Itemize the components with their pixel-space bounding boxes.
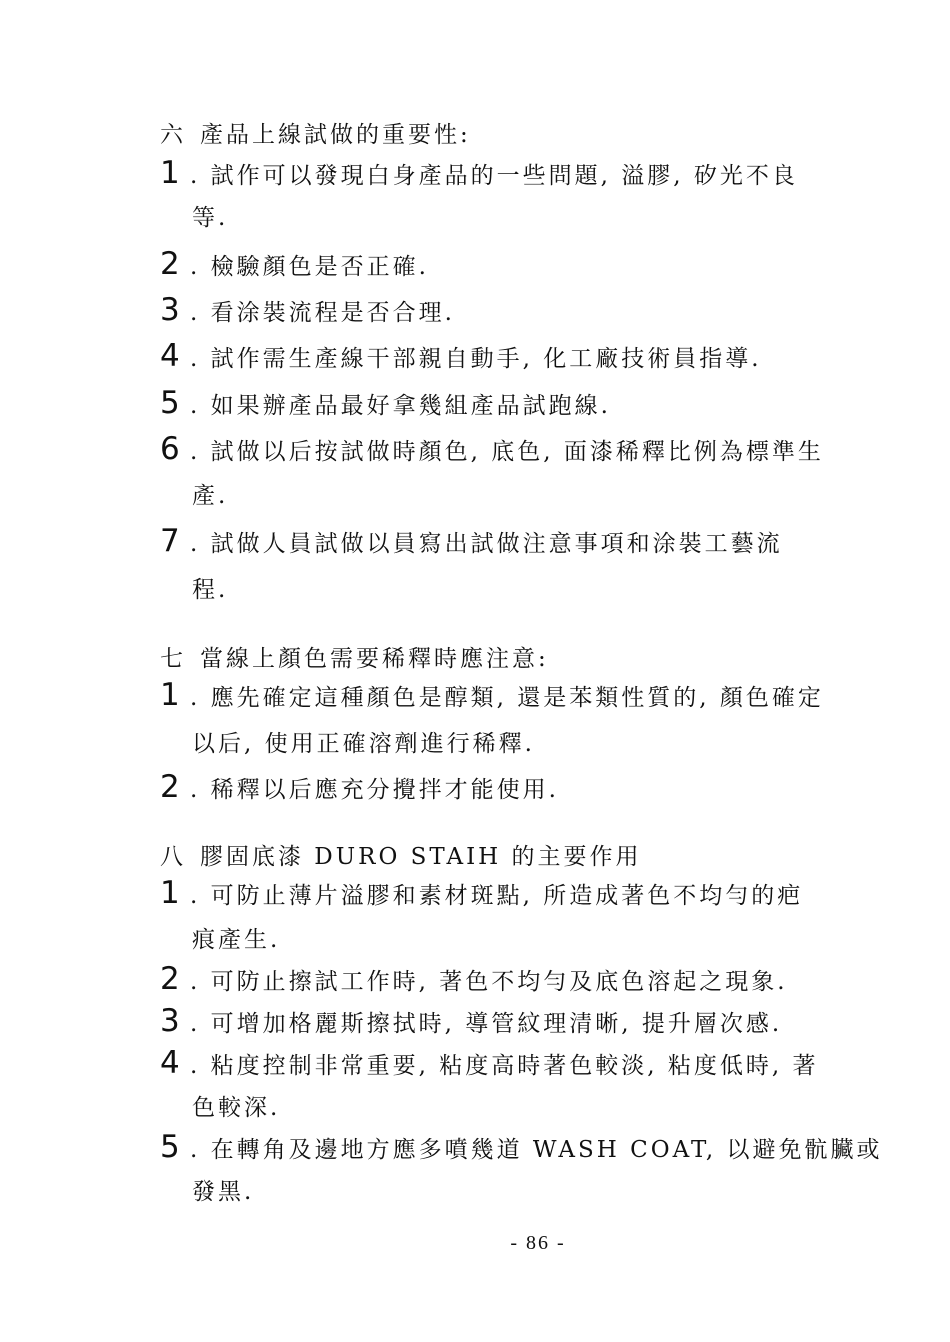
item-text-continued: 以后, 使用正確溶劑進行稀釋. bbox=[192, 731, 535, 757]
section-heading-7 bbox=[160, 640, 549, 673]
section-title: 產品上線試做的重要性: bbox=[200, 122, 471, 148]
section-number: 八 bbox=[160, 844, 186, 870]
item-number: 1 bbox=[160, 875, 180, 911]
item-text-continued: 發黑. bbox=[192, 1179, 255, 1205]
item-number: 1 bbox=[160, 155, 180, 191]
item-number: 5 bbox=[160, 1129, 180, 1165]
item-text-continued: 色較深. bbox=[192, 1095, 281, 1121]
item-text-continued: 痕產生. bbox=[192, 927, 281, 953]
section-title: 膠固底漆 DURO STAIH 的主要作用 bbox=[200, 844, 642, 870]
item-text-continued: 產. bbox=[192, 483, 229, 509]
item-text: . 如果辦產品最好拿幾組產品試跑線. bbox=[190, 393, 611, 419]
item-text: . 在轉角及邊地方應多噴幾道 WASH COAT, 以避免骯臟或 bbox=[190, 1137, 883, 1163]
item-number: 7 bbox=[160, 523, 180, 559]
item-number: 6 bbox=[160, 431, 180, 467]
item-text: . 可增加格麗斯擦拭時, 導管紋理清晰, 提升層次感. bbox=[190, 1011, 783, 1037]
item-text-continued: 程. bbox=[192, 577, 229, 603]
item-text: . 檢驗顏色是否正確. bbox=[190, 254, 429, 280]
item-number: 1 bbox=[160, 677, 180, 713]
section-heading-6 bbox=[160, 116, 471, 149]
item-text: . 試做人員試做以員寫出試做注意事項和涂裝工藝流 bbox=[190, 531, 783, 557]
item-text: . 粘度控制非常重要, 粘度高時著色較淡, 粘度低時, 著 bbox=[190, 1053, 819, 1079]
item-number: 2 bbox=[160, 246, 180, 282]
item-text: . 試作可以發現白身產品的一些問題, 溢膠, 矽光不良 bbox=[190, 163, 798, 189]
item-number: 3 bbox=[160, 292, 180, 328]
item-text-continued: 等. bbox=[192, 205, 229, 231]
section-heading-8 bbox=[160, 838, 642, 871]
item-text: . 試做以后按試做時顏色, 底色, 面漆稀釋比例為標準生 bbox=[190, 439, 824, 465]
section-title: 當線上顏色需要稀釋時應注意: bbox=[200, 646, 549, 672]
item-number: 5 bbox=[160, 385, 180, 421]
item-number: 2 bbox=[160, 769, 180, 805]
item-text: . 可防止擦試工作時, 著色不均勻及底色溶起之現象. bbox=[190, 969, 788, 995]
item-number: 4 bbox=[160, 1045, 180, 1081]
item-text: . 可防止薄片溢膠和素材斑點, 所造成著色不均勻的疤 bbox=[190, 883, 804, 909]
item-number: 4 bbox=[160, 338, 180, 374]
section-number: 七 bbox=[160, 646, 186, 672]
item-text: . 稀釋以后應充分攪拌才能使用. bbox=[190, 777, 559, 803]
section-number: 六 bbox=[160, 122, 186, 148]
item-number: 3 bbox=[160, 1003, 180, 1039]
item-text: . 應先確定這種顏色是醇類, 還是苯類性質的, 顏色確定 bbox=[190, 685, 824, 711]
page-number: - 86 - bbox=[510, 1232, 566, 1254]
item-text: . 試作需生產線干部親自動手, 化工廠技術員指導. bbox=[190, 346, 762, 372]
item-number: 2 bbox=[160, 961, 180, 997]
item-text: . 看涂裝流程是否合理. bbox=[190, 300, 455, 326]
